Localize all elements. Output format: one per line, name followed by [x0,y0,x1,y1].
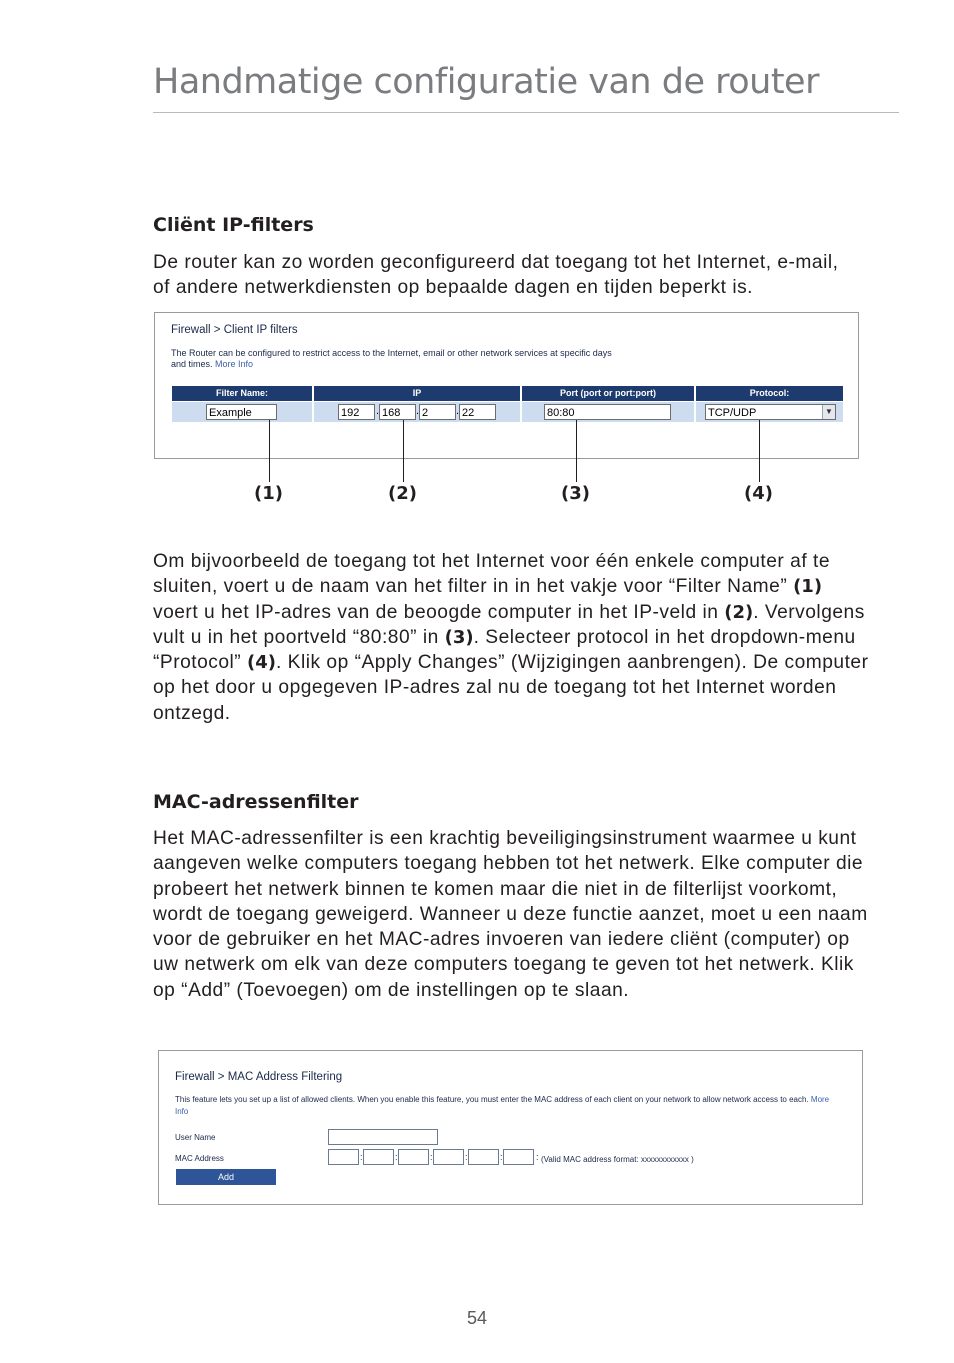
callout-label-2: (2) [388,483,417,504]
filter-name-input[interactable]: Example [206,404,277,420]
client-ip-filters-screenshot [154,312,859,459]
mac-colon: : [465,1152,468,1162]
mac-address-filtering-screenshot [158,1050,863,1205]
inline-callout-3: (3) [444,626,474,648]
screenshot-description [171,348,621,369]
ip-dot: . [456,405,460,417]
callout-label-3: (3) [561,483,590,504]
header-filter-name: Filter Name: [172,386,312,401]
protocol-selected-value: TCP/UDP [708,407,757,419]
ip-filter-instructions [153,549,871,726]
mac-octet-5-input[interactable] [468,1149,499,1165]
user-name-label: User Name [175,1133,216,1142]
mac-octet-6-input[interactable] [503,1149,534,1165]
mac-colon: : [536,1152,539,1162]
row-separator [694,402,696,422]
instruction-text: . Selecteer protocol in het dropdown-menu “Protocol” [153,626,856,674]
header-port: Port (port or port:port) [522,386,694,401]
inline-callout-4: (4) [247,652,276,674]
mac-octet-2-input[interactable] [363,1149,394,1165]
mac-octet-3-input[interactable] [398,1149,429,1165]
instruction-text: . Vervolgens vult u in het poortveld “80:80” in [153,601,865,648]
ip-octet-3-input[interactable]: 2 [419,404,456,420]
inline-callout-2: (2) [724,601,754,623]
more-info-link[interactable]: More Info [215,358,254,369]
more-info-link[interactable]: More Info [175,1095,830,1116]
row-separator [520,402,522,422]
screenshot-description [175,1094,835,1118]
mac-colon: : [430,1152,433,1162]
mac-octet-4-input[interactable] [433,1149,464,1165]
section-heading-mac-filter: MAC-adressenfilter [153,791,359,813]
inline-callout-1: (1) [793,576,823,598]
mac-address-label: MAC Address [175,1154,224,1163]
port-input[interactable]: 80:80 [544,404,671,420]
mac-octet-1-input[interactable] [328,1149,359,1165]
chevron-down-icon[interactable]: ▼ [822,405,835,419]
instruction-text: . Klik op “Apply Changes” (Wijzigingen aanbrengen). De computer op het door u opgegeven IP-adres zal nu de toegang tot het Internet worden ontzegd. [153,652,869,724]
callout-line-2 [403,420,404,482]
screenshot-breadcrumb: Firewall > Client IP filters [171,324,298,336]
screenshot-description-text: This feature lets you set up a list of allowed clients. When you enable this feature, you must enter the MAC address of each client on your network to allow network access to each. [175,1095,809,1104]
section-intro: De router kan zo worden geconfigureerd dat toegang tot het Internet, e-mail, of andere netwerkdiensten op bepaalde dagen en tijden beperkt is. [153,252,839,299]
callout-line-4 [759,420,760,482]
mac-colon: : [500,1152,503,1162]
row-separator [312,402,314,422]
screenshot-description-text: The Router can be configured to restrict access to the Internet, email or other network services at specific days and times. [171,348,612,369]
user-name-input[interactable] [328,1129,438,1145]
screenshot-breadcrumb: Firewall > MAC Address Filtering [175,1071,343,1083]
callout-line-3 [576,420,577,482]
section-heading-client-ip-filters: Cliënt IP-filters [153,214,314,236]
ip-dot: . [416,405,420,417]
callout-label-4: (4) [744,483,773,504]
protocol-select[interactable] [705,404,836,420]
ip-octet-1-input[interactable]: 192 [338,404,375,420]
page-title: Handmatige configuratie van de router [153,62,819,102]
mac-format-hint: (Valid MAC address format: xxxxxxxxxxxx ) [541,1155,694,1164]
mac-colon: : [395,1152,398,1162]
callout-label-1: (1) [254,483,283,504]
header-protocol: Protocol: [696,386,843,401]
mac-colon: : [360,1152,363,1162]
instruction-text: Om bijvoorbeeld de toegang tot het Internet voor één enkele computer af te sluiten, voert u de naam van het filter in in het vakje voor “Filter Name” [153,551,830,598]
instruction-text: voert u het IP-adres van de beoogde computer in het IP-veld in [153,601,719,623]
page-number: 54 [466,1308,488,1328]
mac-filter-description: Het MAC-adressenfilter is een krachtig beveiligingsinstrument waarmee u kunt aangeven welke computers toegang hebben tot het netwerk. Elke computer die probeert het netwerk binnen te komen maar die niet in de filterlijst voorkomt, wordt de toegang geweigerd. Wanneer u deze functie aanzet, moet u een naam voor de gebruiker en het MAC-adres invoeren van iedere cliënt (computer) op uw netwerk om elk van deze computers toegang te geven tot het netwerk. Klik op “Add” (Toevoegen) om de instellingen op te slaan. [153,828,868,1001]
ip-octet-4-input[interactable]: 22 [459,404,496,420]
callout-line-1 [269,420,270,482]
ip-octet-2-input[interactable]: 168 [379,404,416,420]
header-ip: IP [314,386,520,401]
add-button[interactable]: Add [176,1169,276,1185]
ip-dot: . [376,405,380,417]
title-divider [153,112,899,113]
